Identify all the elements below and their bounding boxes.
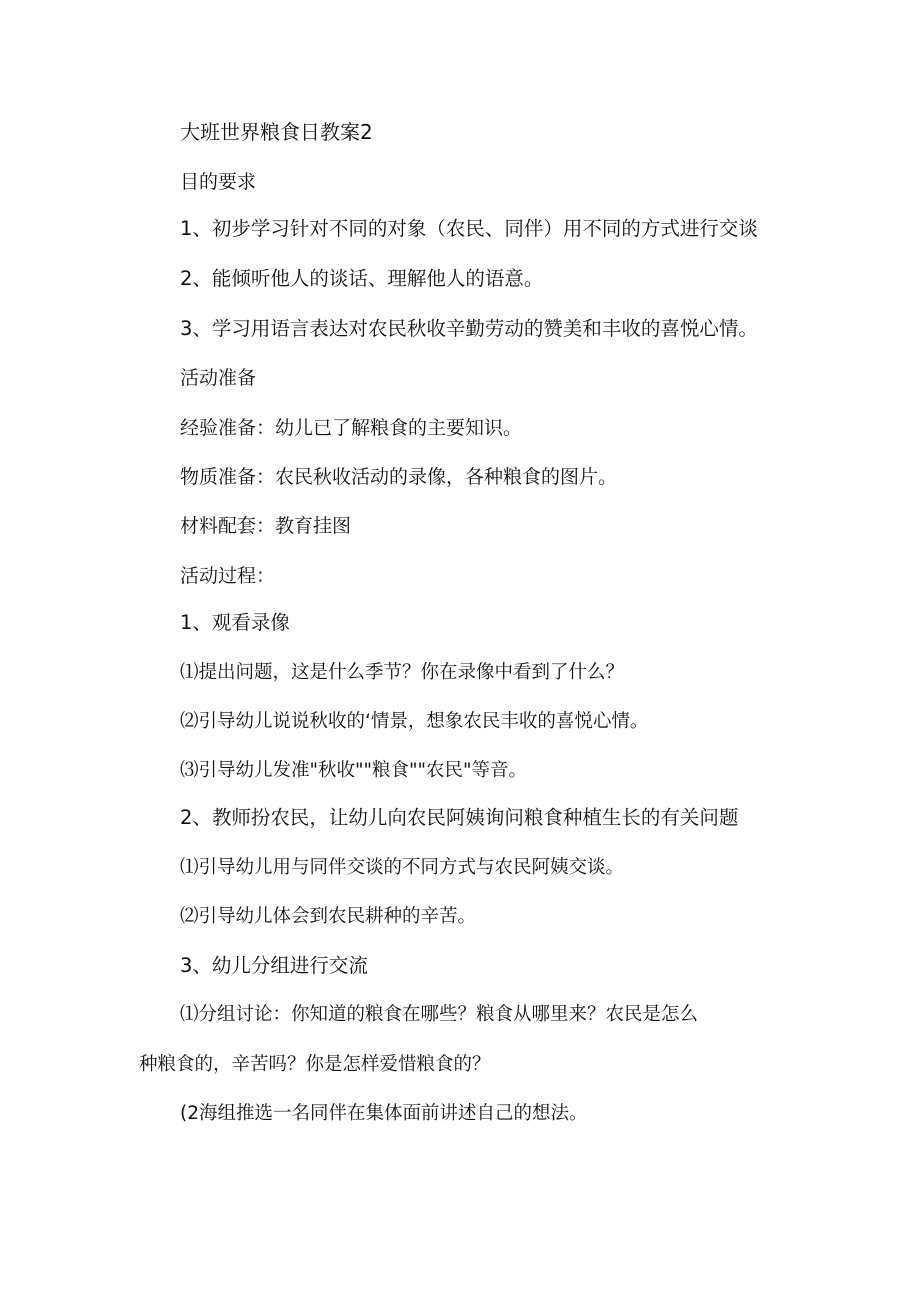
objective-item: 1、初步学习针对不同的对象（农民、同伴）用不同的方式进行交谈 xyxy=(180,217,758,240)
process-substep: ⑵引导幼儿体会到农民耕种的辛苦。 xyxy=(180,906,477,927)
preparation-item: 材料配套：教育挂图 xyxy=(180,515,352,537)
process-substep-continuation: 种粮食的，辛苦吗？你是怎样爱惜粮食的？ xyxy=(139,1054,491,1075)
process-substep: ⑴引导幼儿用与同伴交谈的不同方式与农民阿姨交谈。 xyxy=(180,857,625,878)
process-substep: ⑵引导幼儿说说秋收的‘情景，想象农民丰收的喜悦心情。 xyxy=(180,711,649,732)
objective-item: 3、学习用语言表达对农民秋收辛勤劳动的赞美和丰收的喜悦心情。 xyxy=(180,317,758,340)
process-substep: ⑴提出问题，这是什么季节？你在录像中看到了什么？ xyxy=(180,662,625,683)
section-heading-process: 活动过程： xyxy=(180,565,276,587)
section-heading-objectives: 目的要求 xyxy=(180,171,257,193)
preparation-item: 物质准备：农民秋收活动的录像，各种粮食的图片。 xyxy=(180,466,618,488)
process-substep: (2海组推选一名同伴在集体面前讲述自己的想法。 xyxy=(180,1103,588,1124)
objective-item: 2、能倾听他人的谈话、理解他人的语意。 xyxy=(180,267,544,290)
process-step: 3、幼儿分组进行交流 xyxy=(180,954,368,977)
section-heading-preparation: 活动准备 xyxy=(180,367,257,389)
process-substep: ⑶引导幼儿发准"秋收""粮食""农民"等音。 xyxy=(180,760,528,781)
process-step: 2、教师扮农民，让幼儿向农民阿姨询问粮食种植生长的有关问题 xyxy=(180,806,739,829)
preparation-item: 经验准备：幼儿已了解粮食的主要知识。 xyxy=(180,417,523,439)
process-step: 1、观看录像 xyxy=(180,611,290,634)
process-substep: ⑴分组讨论：你知道的粮食在哪些？粮食从哪里来？农民是怎么 xyxy=(180,1004,699,1025)
document-title: 大班世界粮食日教案2 xyxy=(180,120,373,144)
